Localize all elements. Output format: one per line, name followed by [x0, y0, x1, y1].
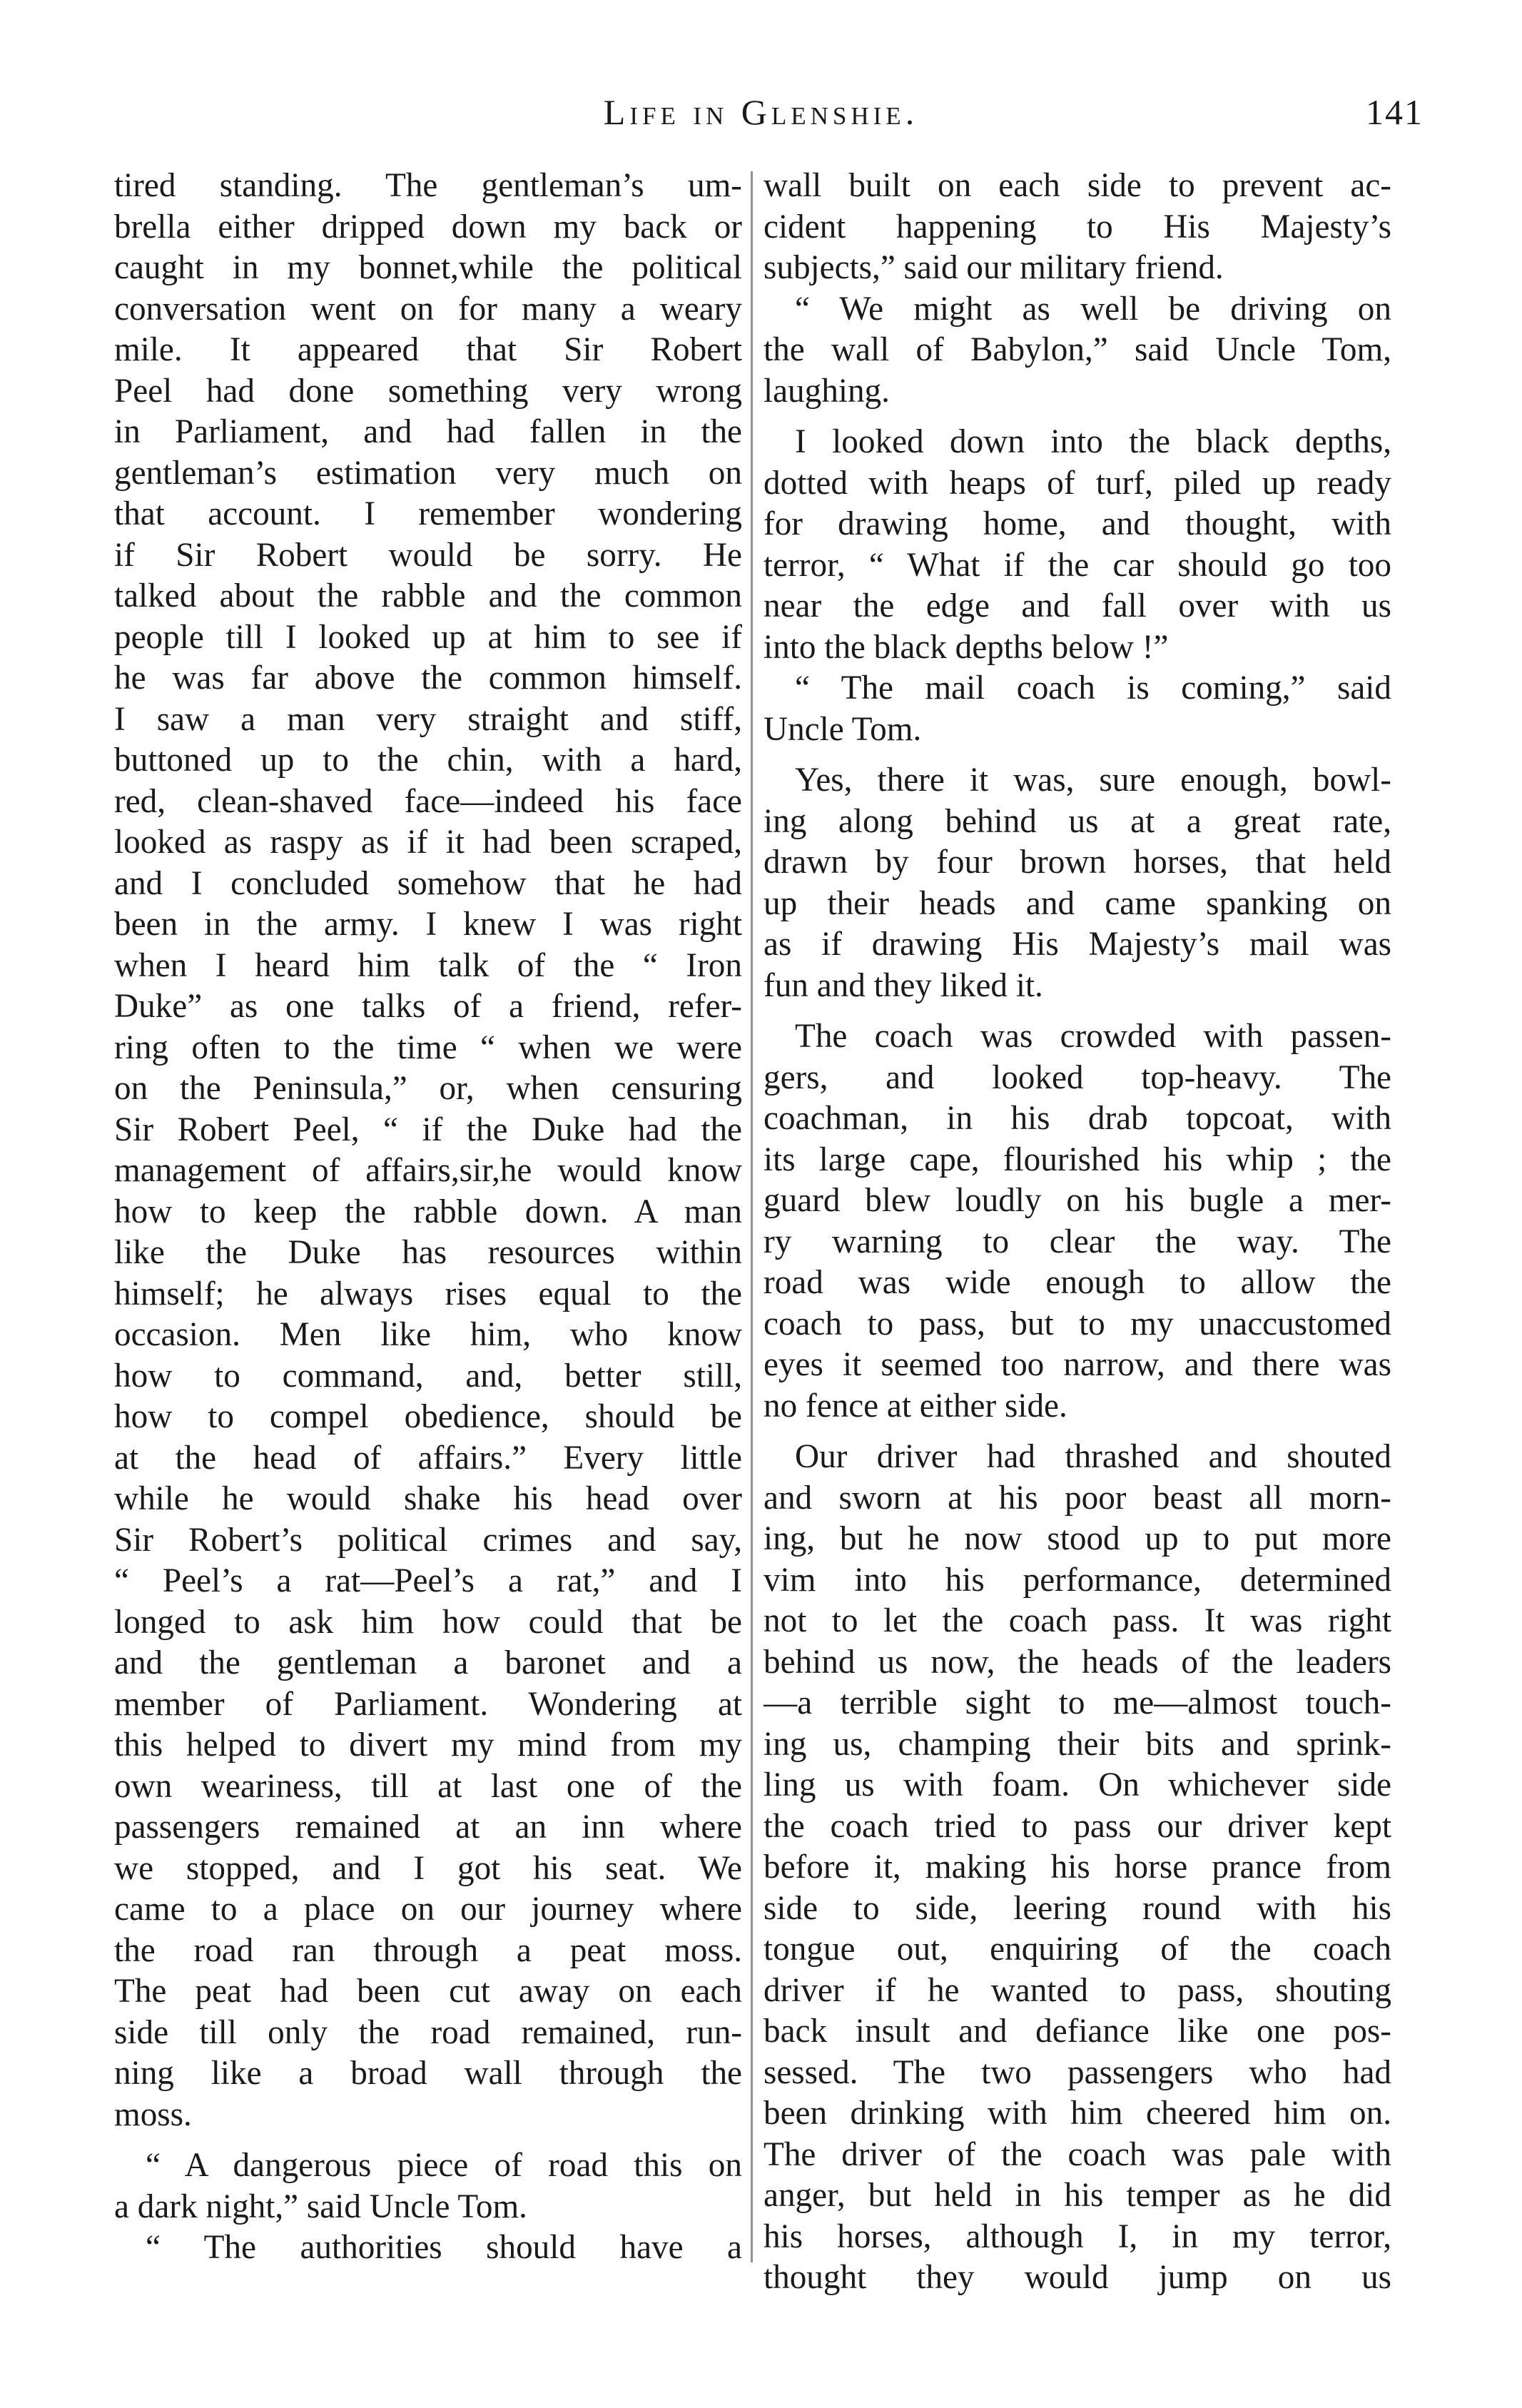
text-line: ring often to the time “ when we were [114, 1028, 742, 1066]
left-text-column [114, 166, 742, 2285]
text-line: gers, and looked top-heavy. The [763, 1058, 1391, 1096]
text-line: member of Parliament. Wondering at [114, 1685, 742, 1723]
column-divider [751, 171, 753, 2262]
text-line: if Sir Robert would be sorry. He [114, 536, 742, 574]
text-line: mile. It appeared that Sir Robert [114, 331, 742, 368]
text-line: Yes, there it was, sure enough, bowl- [795, 762, 1391, 799]
text-line: drawn by four brown horses, that held [763, 844, 1391, 881]
text-line: cident happening to His Majesty’s [763, 208, 1391, 246]
text-line: been in the army. I knew I was right [114, 906, 742, 943]
text-line: coachman, in his drab topcoat, with [763, 1100, 1391, 1137]
text-line: own weariness, till at last one of the [114, 1767, 742, 1805]
text-line: brella either dripped down my back or [114, 208, 742, 246]
text-line: —a terrible sight to me—almost touch- [763, 1684, 1391, 1721]
text-line: Duke” as one talks of a friend, refer- [114, 988, 742, 1025]
text-line: a dark night,” said Uncle Tom. [114, 2187, 527, 2225]
text-line: on the Peninsula,” or, when censuring [114, 1070, 742, 1107]
text-line: and the gentleman a baronet and a [114, 1644, 742, 1681]
text-line: talked about the rabble and the common [114, 577, 742, 614]
text-line: coach to pass, but to my unaccustomed [763, 1305, 1391, 1342]
text-line: Sir Robert’s political crimes and say, [114, 1521, 742, 1559]
text-line: thought they would jump on us [763, 2259, 1391, 2296]
text-line: longed to ask him how could that be [114, 1603, 742, 1641]
text-line: occasion. Men like him, who know [114, 1316, 742, 1353]
text-line: he was far above the common himself. [114, 659, 742, 697]
text-line: “ A dangerous piece of road this on [146, 2147, 742, 2184]
text-line: when I heard him talk of the “ Iron [114, 946, 742, 984]
text-line: gentleman’s estimation very much on [114, 454, 742, 492]
text-line: before it, making his horse prance from [763, 1848, 1391, 1886]
text-line: Our driver had thrashed and shouted [795, 1438, 1391, 1475]
text-line: looked as raspy as if it had been scraped, [114, 824, 742, 861]
text-line: tired standing. The gentleman’s um- [114, 167, 742, 204]
text-line: “ We might as well be driving on [795, 290, 1391, 328]
text-line: Peel had done something very wrong [114, 372, 742, 410]
text-line: The peat had been cut away on each [114, 1973, 742, 2010]
text-line: and sworn at his poor beast all morn- [763, 1479, 1391, 1517]
text-line: terror, “ What if the car should go too [763, 546, 1391, 584]
text-line: moss. [114, 2095, 192, 2133]
running-header-title: Life in Glenshie. [603, 92, 919, 132]
text-line: ing us, champing their bits and sprink- [763, 1725, 1391, 1763]
text-line: ing along behind us at a great rate, [763, 802, 1391, 840]
text-line: ing, but he now stood up to put more [763, 1520, 1391, 1557]
text-line: road was wide enough to allow the [763, 1264, 1391, 1301]
text-line: red, clean-shaved face—indeed his face [114, 782, 742, 820]
text-line: wall built on each side to prevent ac- [763, 167, 1391, 204]
text-line: subjects,” said our military friend. [763, 249, 1224, 286]
text-line: I looked down into the black depths, [795, 423, 1391, 460]
text-line: as if drawing His Majesty’s mail was [763, 926, 1391, 963]
text-line: ning like a broad wall through the [114, 2055, 742, 2092]
text-line: caught in my bonnet,while the political [114, 249, 742, 286]
text-line: ry warning to clear the way. The [763, 1223, 1391, 1260]
text-line: conversation went on for many a weary [114, 290, 742, 328]
text-line: vim into his performance, determined [763, 1561, 1391, 1599]
text-line: how to command, and, better still, [114, 1357, 742, 1395]
text-line: this helped to divert my mind from my [114, 1726, 742, 1764]
text-line: eyes it seemed too narrow, and there was [763, 1346, 1391, 1383]
text-line: in Parliament, and had fallen in the [114, 413, 742, 450]
text-line: Sir Robert Peel, “ if the Duke had the [114, 1111, 742, 1148]
text-line: his horses, although I, in my terror, [763, 2217, 1391, 2255]
text-line: buttoned up to the chin, with a hard, [114, 742, 742, 779]
text-line: no fence at either side. [763, 1387, 1067, 1425]
text-line: people till I looked up at him to see if [114, 618, 742, 656]
text-line: management of affairs,sir,he would know [114, 1152, 742, 1189]
text-line: passengers remained at an inn where [114, 1808, 742, 1846]
page-number: 141 [1366, 92, 1424, 132]
text-line: The coach was crowded with passen- [795, 1018, 1391, 1055]
text-line: and I concluded somehow that he had [114, 864, 742, 902]
text-line: near the edge and fall over with us [763, 587, 1391, 624]
text-line: “ Peel’s a rat—Peel’s a rat,” and I [114, 1562, 742, 1599]
text-line: sessed. The two passengers who had [763, 2053, 1391, 2091]
text-line: its large cape, flourished his whip ; the [763, 1140, 1391, 1178]
text-line: anger, but held in his temper as he did [763, 2177, 1391, 2214]
text-line: at the head of affairs.” Every little [114, 1439, 742, 1477]
text-line: came to a place on our journey where [114, 1891, 742, 1928]
text-line: tongue out, enquiring of the coach [763, 1931, 1391, 1968]
text-line: The driver of the coach was pale with [763, 2135, 1391, 2173]
text-line: driver if he wanted to pass, shouting [763, 1971, 1391, 2009]
text-line: not to let the coach pass. It was right [763, 1602, 1391, 1639]
text-line: while he would shake his head over [114, 1480, 742, 1517]
text-line: guard blew loudly on his bugle a mer- [763, 1182, 1391, 1219]
text-line: into the black depths below !” [763, 628, 1169, 666]
text-line: the road ran through a peat moss. [114, 1931, 742, 1969]
text-line: side to side, leering round with his [763, 1889, 1391, 1927]
text-line: like the Duke has resources within [114, 1234, 742, 1271]
right-text-column [763, 166, 1391, 2296]
text-line: side till only the road remained, run- [114, 2013, 742, 2051]
text-line: we stopped, and I got his seat. We [114, 1849, 742, 1887]
text-line: Uncle Tom. [763, 710, 922, 748]
text-line: up their heads and came spanking on [763, 884, 1391, 922]
text-line: “ The authorities should have a [146, 2229, 742, 2266]
text-line: dotted with heaps of turf, piled up ready [763, 464, 1391, 502]
text-line: fun and they liked it. [763, 966, 1043, 1004]
text-line: himself; he always rises equal to the [114, 1275, 742, 1312]
text-line: how to compel obedience, should be [114, 1398, 742, 1435]
text-line: laughing. [763, 372, 890, 410]
text-line: the coach tried to pass our driver kept [763, 1807, 1391, 1845]
text-line: I saw a man very straight and stiff, [114, 700, 742, 738]
text-line: been drinking with him cheered him on. [763, 2095, 1391, 2132]
text-line: that account. I remember wondering [114, 495, 742, 532]
text-line: how to keep the rabble down. A man [114, 1193, 742, 1230]
text-line: behind us now, the heads of the leaders [763, 1643, 1391, 1681]
text-line: back insult and defiance like one pos- [763, 2013, 1391, 2050]
text-line: “ The mail coach is coming,” said [795, 669, 1391, 707]
text-line: the wall of Babylon,” said Uncle Tom, [763, 331, 1391, 368]
text-line: ling us with foam. On whichever side [763, 1766, 1391, 1804]
text-line: for drawing home, and thought, with [763, 505, 1391, 542]
